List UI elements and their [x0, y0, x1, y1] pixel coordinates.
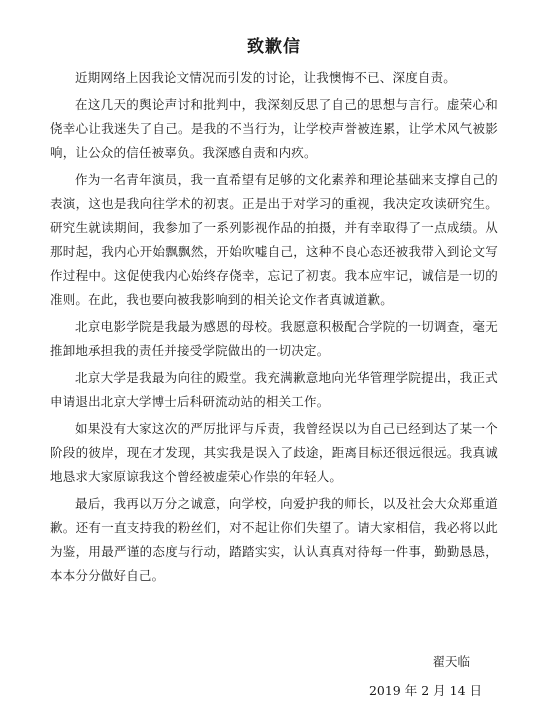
paragraph-2: 在这几天的舆论声讨和批判中，我深刻反思了自己的思想与言行。虚荣心和侥幸心让我迷失了自己。是我的不当行为，让学校声誉被连累，让学术风气被影响，让公众的信任被辜负。我深感自责和内疚。 [50, 97, 498, 160]
paragraph-4: 北京电影学院是我最为感恩的母校。我愿意积极配合学院的一切调查，毫无推卸地承担我的责任并接受学院做出的一切决定。 [50, 319, 498, 358]
paragraph-3: 作为一名青年演员，我一直希望有足够的文化素养和理论基础来支撑自己的表演，这也是我向往学术的初衷。正是出于对学习的重视，我决定攻读研究生。研究生就读期间，我参加了一系列影视作品的拍摄，并有幸取得了一点成绩。从那时起，我内心开始飘飘然，开始吹嘘自己，这种不良心态还被我带入到论文写作过程中。这促使我内心始终存侥幸，忘记了初衷。我本应牢记，诚信是一切的准则。在此，我也要向被我影响到的相关论文作者真诚道歉。 [50, 172, 498, 307]
letter-date: 2019 年 2 月 14 日 [368, 683, 482, 698]
letter-title: 致歉信 [247, 37, 301, 57]
letter-body [50, 66, 498, 591]
signature: 翟天临 [432, 654, 470, 669]
paragraph-7: 最后，我再以万分之诚意，向学校，向爱护我的师长，以及社会大众郑重道歉。还有一直支持我的粉丝们，对不起让你们失望了。请大家相信，我必将以此为鉴，用最严谨的态度与行动，踏踏实实，认认真真对待每一件事，勤勤恳恳，本本分分做好自己。 [50, 496, 498, 583]
paragraph-6: 如果没有大家这次的严厉批评与斥责，我曾经误以为自己已经到达了某一个阶段的彼岸，现在才发现，其实我是误入了歧途，距离目标还很远很远。我真诚地恳求大家原谅我这个曾经被虚荣心作祟的年轻人。 [50, 421, 498, 484]
paragraph-5: 北京大学是我最为向往的殿堂。我充满歉意地向光华管理学院提出，我正式申请退出北京大学博士后科研流动站的相关工作。 [50, 370, 498, 409]
paragraph-1: 近期网络上因我论文情况而引发的讨论，让我懊悔不已、深度自责。 [75, 70, 457, 85]
